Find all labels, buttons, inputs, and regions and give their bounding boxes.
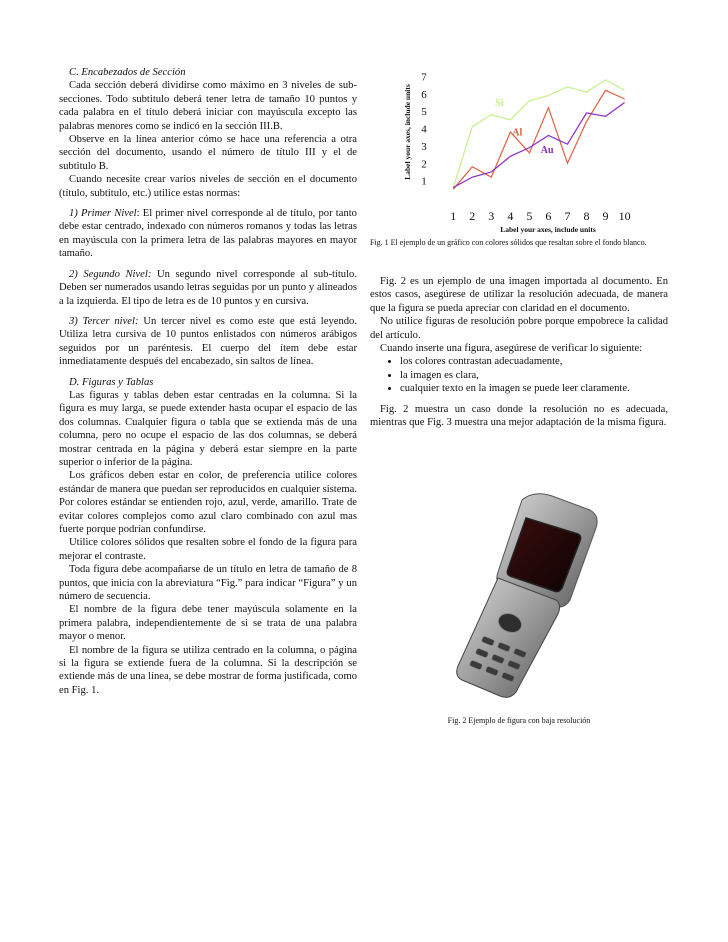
level-1-item <box>59 207 357 261</box>
level-1-label: 1) Primer Nivel <box>69 208 137 220</box>
checklist-item: • cualquier texto en la imagen se puede leer claramente. <box>400 382 668 395</box>
right-paragraph-2: No utilice figuras de resolución pobre porque empobrece la calidad del artículo. <box>370 316 668 341</box>
right-paragraph-3: Cuando inserte una figura, asegúrese de verificar lo siguiente: <box>380 343 643 355</box>
section-c-paragraph-1: Cada sección deberá dividirse como máximo en 3 niveles de sub-secciones. Todo subtitulo deberá tener letra de tamaño 10 puntos y cada palabra en el título deberá iniciar con mayúscula excepto las palabras menores como se indicó en la sección III.B. <box>59 80 357 132</box>
y-tick-label: 6 <box>421 88 427 101</box>
section-d-paragraph-4: Toda figura debe acompañarse de un título en letra de tamaño de 8 puntos, que inicia con la abreviatura “Fig.” para indicar “Figura” y un número de secuencia. <box>59 564 357 603</box>
right-paragraph-4: Fig. 2 muestra un caso donde la resolución no es adecuada, mientras que Fig. 3 muestra una mejor adaptación de la misma figura. <box>370 403 668 429</box>
series-label-au: Au <box>540 144 554 156</box>
y-tick-label: 5 <box>421 106 427 119</box>
series-line-si <box>453 80 624 188</box>
figure-2-phone-image <box>452 488 602 703</box>
left-column <box>59 66 357 697</box>
level-2-text: Un segundo nivel corresponde al sub-título. Deben ser numerados usando letras seguidas por un punto y alineados a la izquierda. El tipo de letra es de 10 puntos y en cursiva. <box>59 268 357 307</box>
x-tick-label: 8 <box>583 209 590 223</box>
x-tick-label: 9 <box>602 209 609 223</box>
y-tick-label: 2 <box>421 158 427 171</box>
section-c-heading: C. Encabezados de Sección <box>69 67 186 78</box>
x-tick-label: 2 <box>469 209 476 223</box>
x-tick-label: 10 <box>618 209 631 223</box>
x-tick-label: 6 <box>545 209 552 223</box>
checklist-item: • los colores contrastan adecuadamente, <box>400 355 668 368</box>
level-2-item <box>59 268 357 308</box>
level-3-label: 3) Tercer nivel: <box>69 315 139 327</box>
y-tick-label: 7 <box>421 71 427 84</box>
section-d-paragraph-1: Las figuras y tablas deben estar centradas en la columna. Si la figura es muy larga, se puede extender hasta ocupar el espacio de las dos columnas. Cualquier figura o tabla que se extienda más de una columna, pero no ocupe el espacio de las dos columnas, se deberá mostrar centrada en la página y deberá estar siempre en la parte superior o inferior de la página. <box>59 389 357 468</box>
level-1-text: : El primer nivel corresponde al de título, por tanto debe estar centrado, indexado con números romanos y todas las letras en mayúscula con la primera letra de las palabras mayores en mayor tamaño. <box>59 208 357 260</box>
figure-1-caption: Fig. 1 El ejemplo de un gráfico con colores sólidos que resaltan sobre el fondo blanco. <box>370 238 647 247</box>
x-tick-label: 4 <box>507 209 514 223</box>
x-tick-label: 7 <box>564 209 571 223</box>
series-line-au <box>453 102 624 187</box>
y-tick-label: 1 <box>421 175 427 188</box>
section-c-paragraph-2: Observe en la línea anterior cómo se hace una referencia a otra sección del documento, usando el número de título III y el de subtitulo B. <box>59 134 357 172</box>
section-d-paragraph-5: El nombre de la figura debe tener mayúscula solamente en la primera palabra, independientemente de si se trata de una palabra mayor o menor. <box>59 604 357 643</box>
level-3-text: Un tercer nivel es como este que está leyendo. Utiliza letra cursiva de 10 puntos enlistados con números arábigos seguidos por un paréntesis. El cuerpo del ítem debe estar inmediatamente después del encabezado, sin saltos de línea. <box>59 315 357 368</box>
series-label-si: Si <box>495 97 504 109</box>
level-2-label: 2) Segundo Nivel: <box>69 268 152 280</box>
section-d-paragraph-6: El nombre de la figura se utiliza centrado en la columna, o página si la figura se extiende fuera de la columna. Si la descripción se extiende más de una línea, se debe mostrar de forma justificada, como en Fig. 1. <box>59 644 357 696</box>
section-c-paragraph-3: Cuando necesite crear varios niveles de sección en el documento (título, subtitulo, etc.) utilice estas normas: <box>59 174 357 199</box>
checklist <box>370 355 668 395</box>
figure-1-chart <box>398 60 660 236</box>
level-3-item <box>59 315 357 369</box>
section-d-paragraph-2: Los gráficos deben estar en color, de preferencia utilice colores estándar de manera que puedan ser reproducidos en cualquier sistema. Por colores estándar se entienden rojo, azul, verde, amarillo. Trate de evitar colores complejos como azul claro combinado con azul mas fuerte porque podrían confundirse. <box>59 470 357 535</box>
y-axis-label: Label your axes, include units <box>403 84 412 180</box>
figure-2-caption: Fig. 2 Ejemplo de figura con baja resolución <box>447 716 591 725</box>
section-d-paragraph-3: Utilice colores sólidos que resalten sobre el fondo de la figura para mejorar el contraste. <box>59 537 357 562</box>
right-paragraph-1: Fig. 2 es un ejemplo de una imagen importada al documento. En estos casos, asegúrese de utilizar la resolución adecuada, de manera que la figura se pueda apreciar con claridad en el documento. <box>370 276 668 314</box>
y-tick-label: 3 <box>421 140 427 153</box>
x-tick-label: 1 <box>450 209 457 223</box>
series-label-al: Al <box>512 127 523 139</box>
series-line-al <box>453 90 624 189</box>
y-tick-label: 4 <box>421 123 427 136</box>
x-tick-label: 5 <box>526 209 533 223</box>
x-axis-label: Label your axes, include units <box>500 225 596 234</box>
x-tick-label: 3 <box>488 209 495 223</box>
checklist-item: • la imagen es clara, <box>400 369 668 382</box>
section-d-heading: D. Figuras y Tablas <box>69 376 154 388</box>
right-column <box>370 275 668 429</box>
